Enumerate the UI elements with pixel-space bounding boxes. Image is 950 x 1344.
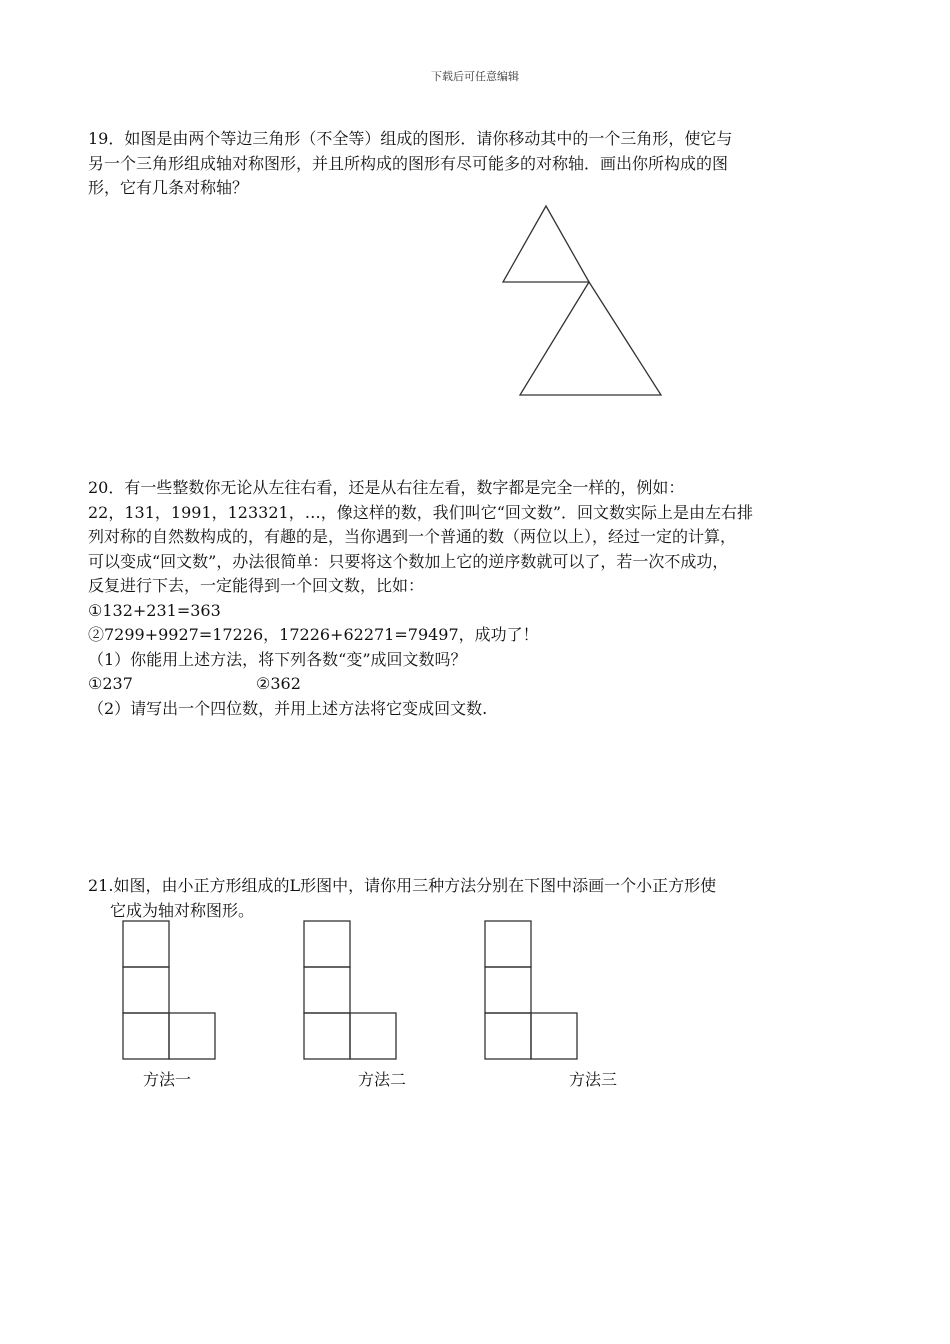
l-square <box>485 1013 531 1059</box>
q20-item-a: ①237 <box>88 674 133 693</box>
small-equilateral-triangle <box>503 206 589 282</box>
q19-line: 19．如图是由两个等边三角形（不全等）组成的图形．请你移动其中的一个三角形，使它与 <box>88 129 733 148</box>
q20-item-b: ②362 <box>256 674 301 693</box>
question-20 <box>88 476 868 721</box>
l-shape-figure-2 <box>303 920 397 1064</box>
l-square <box>531 1013 577 1059</box>
triangles-figure <box>495 198 670 403</box>
l-shape-figure-3 <box>484 920 578 1064</box>
l-square <box>169 1013 215 1059</box>
q19-line: 形，它有几条对称轴？ <box>88 178 249 197</box>
caption-method-1: 方法一 <box>143 1070 192 1089</box>
l-square <box>485 967 531 1013</box>
l-square <box>304 921 350 967</box>
q20-line: 可以变成“回文数”，办法很简单：只要将这个数加上它的逆序数就可以了，若一次不成功， <box>88 551 729 571</box>
caption-method-3: 方法三 <box>569 1070 618 1089</box>
page-header: 下载后可任意编辑 <box>431 70 519 83</box>
l-square <box>123 921 169 967</box>
q19-line: 另一个三角形组成轴对称图形，并且所构成的图形有尽可能多的对称轴．画出你所构成的图 <box>88 153 729 173</box>
question-19 <box>88 127 868 201</box>
l-square <box>123 1013 169 1059</box>
q20-line: 22，131，1991，123321，…，像这样的数，我们叫它“回文数”．回文数实际上是由左右排 <box>88 502 754 522</box>
l-square <box>485 921 531 967</box>
q20-line: 反复进行下去，一定能得到一个回文数，比如： <box>88 576 425 595</box>
q20-part-2: （2）请写出一个四位数，并用上述方法将它变成回文数. <box>88 698 488 718</box>
large-equilateral-triangle <box>520 282 661 395</box>
q20-part-1: （1）你能用上述方法，将下列各数“变”成回文数吗？ <box>88 649 467 669</box>
q20-line: 20．有一些整数你无论从左往右看，还是从右往左看，数字都是完全一样的，例如： <box>88 478 685 497</box>
caption-method-2: 方法二 <box>358 1070 407 1089</box>
question-21 <box>88 874 868 923</box>
q20-example-2: ②7299+9927=17226，17226+62271=79497，成功了！ <box>88 625 539 644</box>
q21-line: 21.如图，由小正方形组成的L形图中，请你用三种方法分别在下图中添画一个小正方形使 <box>88 876 717 895</box>
q20-items <box>88 672 868 697</box>
l-square <box>304 1013 350 1059</box>
l-shape-figure-1 <box>122 920 216 1064</box>
q20-example-1: ①132+231=363 <box>88 600 221 620</box>
q20-line: 列对称的自然数构成的，有趣的是，当你遇到一个普通的数（两位以上），经过一定的计算， <box>88 527 737 546</box>
q21-line: 它成为轴对称图形。 <box>110 900 255 920</box>
l-square <box>350 1013 396 1059</box>
l-square <box>304 967 350 1013</box>
l-square <box>123 967 169 1013</box>
